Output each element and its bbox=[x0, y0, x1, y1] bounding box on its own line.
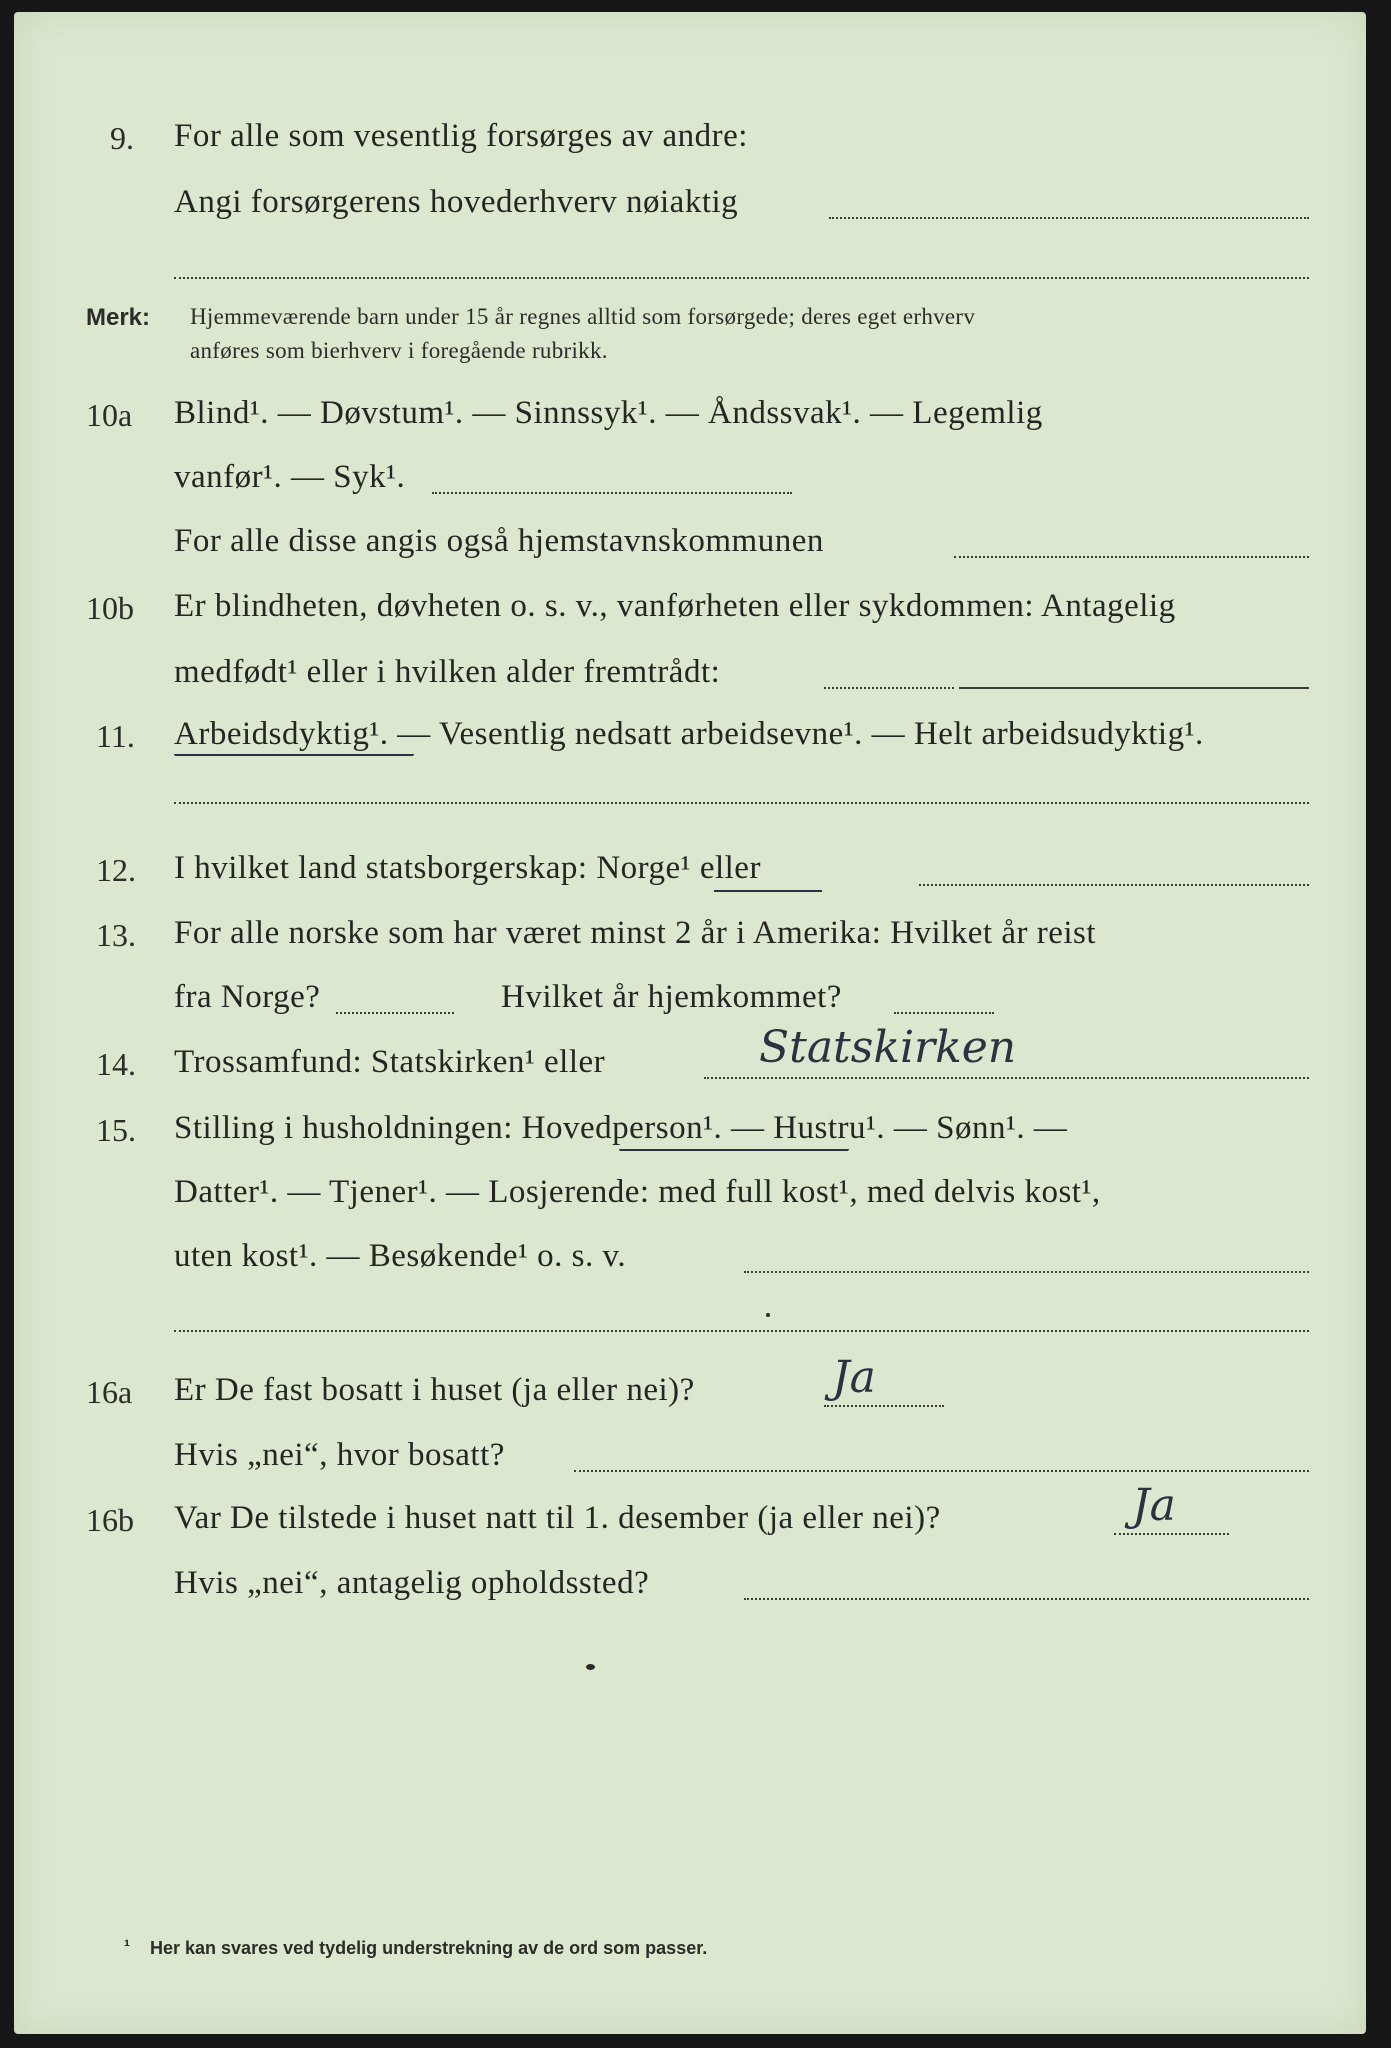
merk-line1: Hjemmeværende barn under 15 år regnes alltid som forsørgede; deres eget erhverv bbox=[190, 304, 976, 329]
q13-reist-field[interactable] bbox=[336, 1012, 454, 1014]
q10a-line1: Blind¹. — Døvstum¹. — Sinnssyk¹. — Åndssvak¹. — Legemlig bbox=[174, 395, 1043, 431]
q16b-number: 16b bbox=[86, 1502, 134, 1538]
ink-speck bbox=[586, 1664, 595, 1670]
q13-line2a: fra Norge? bbox=[174, 979, 321, 1015]
q10a-syk-field[interactable] bbox=[432, 492, 792, 494]
q9-line1: For alle som vesentlig forsørges av andre: bbox=[174, 118, 748, 154]
q16a-number: 16a bbox=[86, 1374, 133, 1410]
q10b-answer-line bbox=[959, 687, 1309, 689]
q15-number: 15. bbox=[96, 1112, 136, 1148]
q13-hjemkommet-field[interactable] bbox=[894, 1012, 994, 1014]
merk-line2: anføres som bierhverv i foregående rubrikk. bbox=[190, 338, 608, 363]
q12-text: I hvilket land statsborgerskap: Norge¹ eller bbox=[174, 850, 761, 886]
q14-handwritten-answer: Statskirken bbox=[759, 1022, 1017, 1073]
q10a-hjemstavn-field[interactable] bbox=[954, 556, 1309, 558]
q13-number: 13. bbox=[96, 917, 136, 953]
q12-number: 12. bbox=[96, 852, 136, 888]
q16b-handwritten-answer: Ja bbox=[1132, 1480, 1176, 1531]
q10a-number: 10a bbox=[86, 397, 133, 433]
q11-text: Arbeidsdyktig¹. — Vesentlig nedsatt arbeidsevne¹. — Helt arbeidsudyktig¹. bbox=[174, 716, 1204, 752]
q15-answer-field[interactable] bbox=[744, 1271, 1309, 1273]
q16a-answer-field[interactable] bbox=[824, 1405, 944, 1407]
q16a-bosatt-field[interactable] bbox=[574, 1470, 1309, 1472]
footnote-mark: ¹ bbox=[124, 1936, 130, 1956]
q11-answer-field[interactable] bbox=[174, 802, 1309, 804]
q10b-line1: Er blindheten, døvheten o. s. v., vanførheten eller sykdommen: Antagelig bbox=[174, 588, 1176, 624]
q10a-line3: For alle disse angis også hjemstavnskommunen bbox=[174, 523, 824, 559]
q13-line1: For alle norske som har været minst 2 år i Amerika: Hvilket år reist bbox=[174, 915, 1097, 951]
q16b-answer-field[interactable] bbox=[1114, 1533, 1229, 1535]
q16a-line2: Hvis „nei“, hvor bosatt? bbox=[174, 1437, 505, 1473]
q16a-handwritten-answer: Ja bbox=[832, 1352, 876, 1403]
q14-text: Trossamfund: Statskirken¹ eller bbox=[174, 1044, 606, 1080]
q14-number: 14. bbox=[96, 1046, 136, 1082]
footnote-text: Her kan svares ved tydelig understrekning av de ord som passer. bbox=[150, 1938, 708, 1958]
q14-answer-field[interactable] bbox=[704, 1077, 1309, 1079]
q15-line2: Datter¹. — Tjener¹. — Losjerende: med full kost¹, med delvis kost¹, bbox=[174, 1174, 1101, 1210]
q9-line2: Angi forsørgerens hovederhverv nøiaktig bbox=[174, 184, 739, 220]
q15-answer-field-2[interactable] bbox=[174, 1330, 1309, 1332]
ink-speck bbox=[766, 1313, 770, 1317]
q9-answer-field[interactable] bbox=[829, 217, 1309, 219]
q15-line3: uten kost¹. — Besøkende¹ o. s. v. bbox=[174, 1238, 627, 1274]
q11-number: 11. bbox=[96, 718, 135, 754]
q10b-answer-field[interactable] bbox=[824, 687, 954, 689]
q10a-line2: vanfør¹. — Syk¹. bbox=[174, 459, 406, 495]
census-form-page bbox=[14, 12, 1366, 2034]
q12-answer-field[interactable] bbox=[919, 884, 1309, 886]
merk-label: Merk: bbox=[86, 304, 151, 331]
q16b-line2: Hvis „nei“, antagelig opholdssted? bbox=[174, 1565, 650, 1601]
q9-answer-field-2[interactable] bbox=[174, 277, 1309, 279]
q9-number: 9. bbox=[110, 120, 134, 156]
q16b-opholdssted-field[interactable] bbox=[744, 1598, 1309, 1600]
q15-line1: Stilling i husholdningen: Hovedperson¹. — Hustru¹. — Sønn¹. — bbox=[174, 1110, 1068, 1146]
q16a-line1: Er De fast bosatt i huset (ja eller nei)? bbox=[174, 1372, 695, 1408]
q15-handwritten-underline bbox=[619, 1149, 849, 1151]
q10b-number: 10b bbox=[86, 590, 134, 626]
q13-line2b: Hvilket år hjemkommet? bbox=[501, 979, 842, 1015]
q16b-line1: Var De tilstede i huset natt til 1. desember (ja eller nei)? bbox=[174, 1500, 941, 1536]
q12-handwritten-underline bbox=[714, 890, 822, 892]
q11-handwritten-underline bbox=[174, 754, 414, 756]
q10b-line2: medfødt¹ eller i hvilken alder fremtrådt: bbox=[174, 654, 721, 690]
